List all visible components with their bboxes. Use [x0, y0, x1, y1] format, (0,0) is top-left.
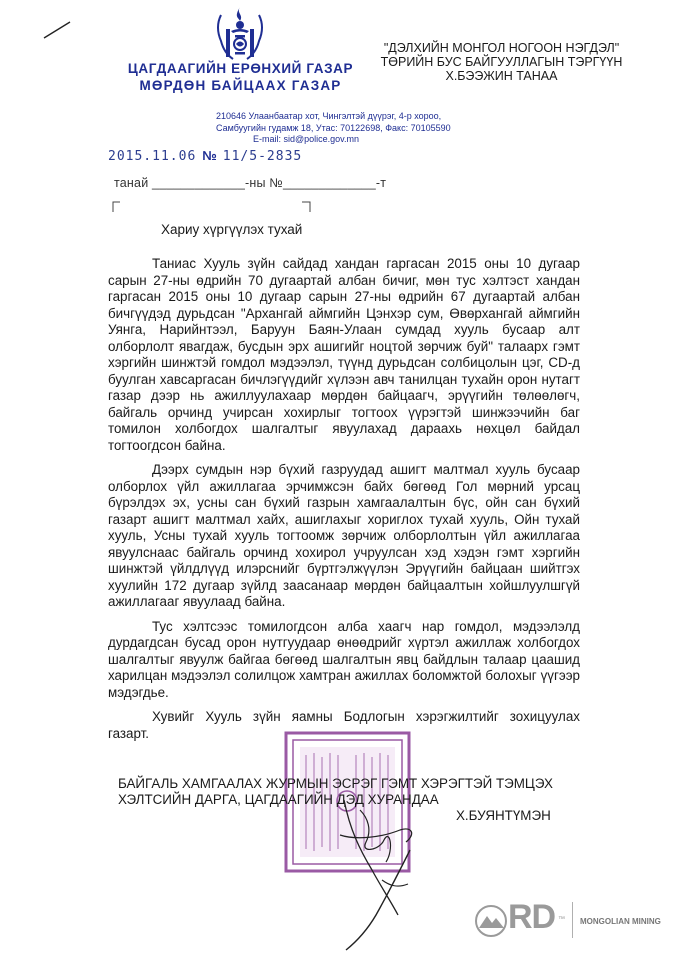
watermark-brand-text: MONGOLIAN MINING	[580, 917, 661, 926]
reference-line: танай _____________-ны №_____________-т	[114, 176, 387, 190]
address-line2: Самбуугийн гудамж 18, Утас: 70122698, Факс: 70105590	[216, 122, 451, 133]
letter-subject: Хариу хүргүүлэх тухай	[161, 222, 303, 237]
watermark-divider	[572, 902, 573, 938]
watermark-logo	[472, 898, 672, 944]
signatory-name: Х.БУЯНТҮМЭН	[456, 808, 551, 823]
org-contact-block	[216, 111, 451, 146]
recipient-line3: Х.БЭЭЖИН ТАНАА	[445, 69, 558, 83]
mountain-logo-icon	[474, 904, 508, 938]
watermark-rd-text: RD	[508, 898, 556, 936]
handwritten-signature	[320, 790, 440, 955]
state-emblem-icon	[209, 5, 271, 63]
letter-number: 11/5-2835	[222, 149, 303, 164]
letter-body	[108, 256, 580, 750]
subject-brackets	[112, 201, 312, 213]
pen-stroke-mark	[42, 20, 72, 40]
letter-date: 2015.11.06	[108, 149, 197, 164]
body-paragraph-4: Хувийг Хууль зүйн яамны Бодлогын хэрэгжилтийг зохицуулах газарт.	[108, 709, 580, 741]
email-line: E-mail: sid@police.gov.mn	[252, 134, 359, 144]
org-name-line1: ЦАГДААГИЙН ЕРӨНХИЙ ГАЗАР	[127, 61, 354, 76]
issuing-organization	[108, 60, 373, 94]
recipient-block	[374, 41, 629, 83]
org-name-line2: МӨРДӨН БАЙЦААХ ГАЗАР	[139, 78, 342, 93]
recipient-line2: ТӨРИЙН БУС БАЙГУУЛЛАГЫН ТЭРГҮҮН	[380, 55, 623, 69]
address-line1: 210646 Улаанбаатар хот, Чингэлтэй дүүрэг, 4-р хороо,	[216, 111, 442, 121]
signatory-title-line2: ХЭЛТСИЙН ДАРГА, ЦАГДААГИЙН ДЭД ХУРАНДАА	[118, 792, 439, 807]
date-number-line	[108, 148, 302, 164]
body-paragraph-1: Таниас Хууль зүйн сайдад хандан гаргасан 2015 оны 10 дугаар сарын 27-ны өдрийн 70 дугаартай албан бичиг, мөн тус хэлтэст хандан гаргасан 2015 оны 10 дугаар сарын 27-ны өдрийн 67 дугаартай албан бичгүүдэд дурьдсан "Архангай аймгийн Цэнхэр сум, Өвөрхангай аймгийн Уянга, Нарийнтээл, Баруун Баян-Улаан сумдад хууль бусаар алт олборлолт явагдаж, бусдын эрх ашигийг ноцтой зөрчиж буй" талаарх гэмт хэргийн шинжтэй гомдол мэдээлэл, түүнд дурьдсан солбицолын цэг, CD-д буулган хавсаргасан бичлэгүүдийг хүлээн авч танилцан тухайн орон нутагт газар дээр нь ажиллуулахаар мөрдөн байцаагч, эрүүгийн төлөөлөгч, байгаль орчинд учирсан хохирлыг тогтоох үүрэгтэй шинжээчийн баг томилон холбогдох шалгалтыг явуулахад дараахь нөхцөл байдал тогтоогдсон байна.	[108, 256, 580, 453]
body-paragraph-3: Тус хэлтсээс томилогдсон алба хаагч нар гомдол, мэдээлэлд дурдагдсан бусад орон нутгуудаар өнөөдрийг хүртэл ажиллаж холбогдох шалгалтыг явуулж байгаа бөгөөд шалгалтын явц байдлын талаар цаашид харилцан мэдээлэл солилцож хамтран ажиллах боломжтой болохыг үүгээр мэдэгдье.	[108, 618, 580, 700]
number-symbol: №	[202, 148, 217, 163]
watermark-registered-mark: ™	[558, 916, 565, 923]
recipient-line1: "ДЭЛХИЙН МОНГОЛ НОГООН НЭГДЭЛ"	[383, 41, 620, 55]
body-paragraph-2: Дээрх сумдын нэр бүхий газруудад ашигт малтмал хууль бусаар олборлох үйл ажиллагаа эрчимжсэн байх бөгөөд Гол мөрний урсац бүрэлдэх эх, усны сан бүхий газрын хамгаалалтын бүс, ойн сан бүхий газарт ашигт малтмал хайх, ашиглахыг хориглох тухай хууль, Ойн тухай хууль, Усны тухай хууль тогтоомж зөрчиж олборлолтын үйл ажиллагаа явуулснаас байгаль орчинд хохирол учруулсан хэд хэдэн гэмт хэргийн шинжтэй үйлдлүүд илэрснийг бүртгэлжүүлэн Эрүүгийн байцаан шийтгэх хуулийн 172 дугаар зүйлд заасанаар мөрдөн байцаалтын хойшлуулшгүй ажиллагааг явуулаад байна.	[108, 462, 580, 609]
signatory-title-line1: БАЙГАЛЬ ХАМГААЛАХ ЖУРМЫН ЭСРЭГ ГЭМТ ХЭРЭГТЭЙ ТЭМЦЭХ	[118, 776, 553, 791]
